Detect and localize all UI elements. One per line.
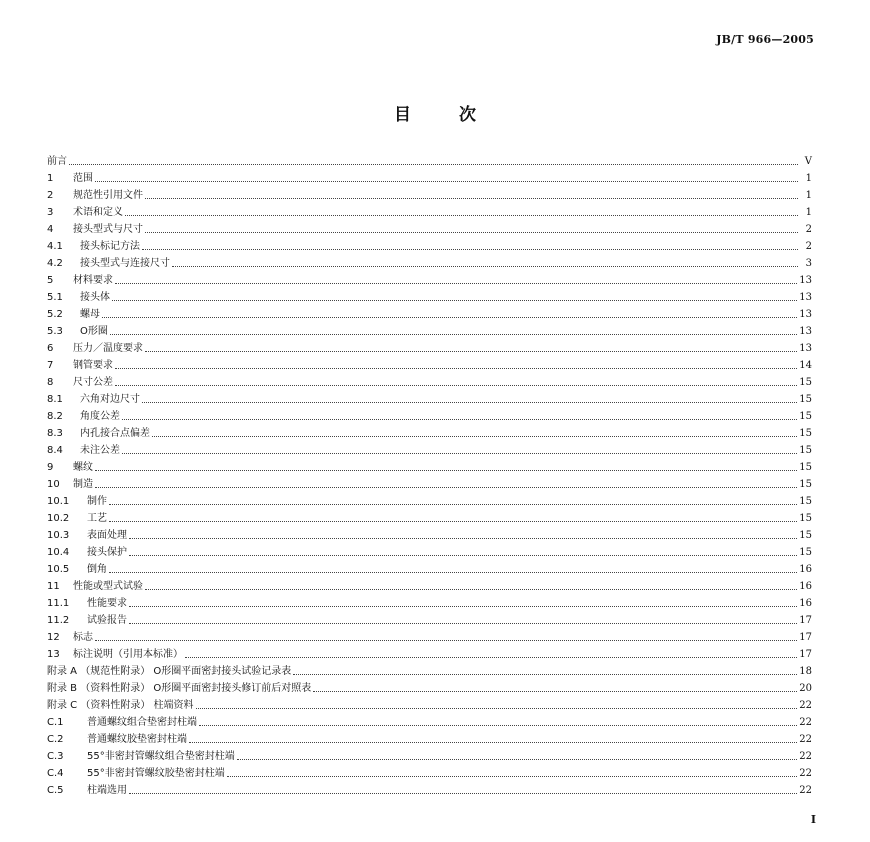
toc-entry-number: C.5: [47, 785, 64, 796]
dot-leader: [129, 606, 797, 607]
toc-entry-number: 4.2: [47, 258, 63, 269]
toc-entry-label: 附录 C （资料性附录） 柱端资料: [47, 700, 194, 711]
dot-leader: [102, 317, 797, 318]
toc-entry[interactable]: [47, 304, 812, 321]
toc-entry[interactable]: [47, 270, 812, 287]
dot-leader: [115, 368, 797, 369]
toc-entry[interactable]: [47, 678, 812, 695]
toc-entry-label: 制造: [73, 479, 93, 490]
toc-entry-number: 13: [47, 649, 60, 660]
dot-leader: [172, 266, 798, 267]
dot-leader: [95, 487, 797, 488]
toc-entry-number: 10.5: [47, 564, 70, 575]
dot-leader: [145, 351, 797, 352]
toc-entry-label: 尺寸公差: [73, 377, 113, 388]
dot-leader: [115, 283, 797, 284]
toc-entry-number: 8.1: [47, 394, 63, 405]
toc-entry-number: 11.1: [47, 598, 70, 609]
toc-entry-page: 13: [799, 275, 812, 286]
toc-entry[interactable]: [47, 763, 812, 780]
toc-entry[interactable]: [47, 355, 812, 372]
toc-entry-label: 内孔接合点偏差: [80, 428, 150, 439]
dot-leader: [95, 470, 797, 471]
dot-leader: [199, 725, 797, 726]
toc-entry[interactable]: [47, 695, 812, 712]
toc-entry-number: 10.3: [47, 530, 70, 541]
toc-entry-page: 15: [799, 394, 812, 405]
toc-entry-page: 15: [799, 428, 812, 439]
toc-entry-page: 15: [799, 411, 812, 422]
toc-entry-number: C.1: [47, 717, 64, 728]
toc-entry-page: 22: [799, 785, 812, 796]
dot-leader: [109, 572, 797, 573]
toc-entry-page: 3: [805, 258, 812, 269]
toc-entry[interactable]: [47, 457, 812, 474]
toc-entry-page: 13: [799, 343, 812, 354]
toc-entry-number: 4: [47, 224, 54, 235]
dot-leader: [95, 181, 798, 182]
dot-leader: [110, 334, 797, 335]
dot-leader: [129, 555, 797, 556]
toc-entry-page: V: [804, 156, 812, 167]
toc-entry[interactable]: [47, 423, 812, 440]
toc-entry-label: 标注说明（引用本标准）: [73, 649, 183, 660]
toc-entry-label: 钢管要求: [73, 360, 113, 371]
toc-entry-page: 22: [799, 700, 812, 711]
toc-entry[interactable]: [47, 474, 812, 491]
toc-entry-page: 15: [799, 462, 812, 473]
toc-entry-label: 接头保护: [87, 547, 127, 558]
toc-entry-number: 10.2: [47, 513, 70, 524]
toc-entry[interactable]: [47, 627, 812, 644]
toc-entry-label: 普通螺纹组合垫密封柱端: [87, 717, 197, 728]
toc-entry-number: 8.4: [47, 445, 63, 456]
toc-entry-number: 5: [47, 275, 54, 286]
toc-entry-page: 15: [799, 496, 812, 507]
toc-entry-label: 规范性引用文件: [73, 190, 143, 201]
toc-entry-label: 试验报告: [87, 615, 127, 626]
toc-entry-label: 柱端选用: [87, 785, 127, 796]
standard-code: JB/T 966—2005: [716, 33, 814, 46]
toc-entry-number: C.3: [47, 751, 64, 762]
dot-leader: [145, 589, 797, 590]
toc-entry-page: 22: [799, 717, 812, 728]
dot-leader: [293, 674, 797, 675]
toc-entry-number: 8: [47, 377, 54, 388]
toc-entry-number: 11.2: [47, 615, 70, 626]
toc-entry[interactable]: [47, 168, 812, 185]
dot-leader: [69, 164, 798, 165]
toc-entry-page: 13: [799, 292, 812, 303]
dot-leader: [122, 453, 797, 454]
toc-entry-page: 16: [799, 564, 812, 575]
toc-entry-number: 8.3: [47, 428, 63, 439]
toc-entry-number: 5.3: [47, 326, 63, 337]
toc-entry-label: 普通螺纹胶垫密封柱端: [87, 734, 187, 745]
toc-entry[interactable]: [47, 593, 812, 610]
toc-entry-label: 附录 B （资料性附录） O形圈平面密封接头修订前后对照表: [47, 683, 312, 694]
toc-entry-label: 附录 A （规范性附录） O形圈平面密封接头试验记录表: [47, 666, 292, 677]
toc-entry-number: 6: [47, 343, 54, 354]
toc-entry-page: 18: [799, 666, 812, 677]
toc-entry-number: C.2: [47, 734, 64, 745]
dot-leader: [145, 232, 798, 233]
toc-entry[interactable]: [47, 712, 812, 729]
toc-entry-number: 10.4: [47, 547, 70, 558]
toc-entry-page: 15: [799, 547, 812, 558]
toc-entry-label: 前言: [47, 156, 67, 167]
toc-entry[interactable]: [47, 219, 812, 236]
toc-entry-label: 表面处理: [87, 530, 127, 541]
page-number: I: [810, 813, 816, 826]
toc-entry-label: 性能要求: [87, 598, 127, 609]
toc-entry[interactable]: [47, 185, 812, 202]
toc-entry-number: 3: [47, 207, 54, 218]
toc-entry-page: 15: [799, 377, 812, 388]
toc-entry[interactable]: [47, 202, 812, 219]
dot-leader: [237, 759, 798, 760]
toc-entry-label: 工艺: [87, 513, 107, 524]
toc-entry-page: 16: [799, 581, 812, 592]
toc-entry-label: 六角对边尺寸: [80, 394, 140, 405]
toc-entry-label: 压力／温度要求: [73, 343, 143, 354]
toc-entry-number: 12: [47, 632, 60, 643]
toc-entry[interactable]: [47, 253, 812, 270]
toc-entry[interactable]: [47, 338, 812, 355]
toc-entry[interactable]: [47, 542, 812, 559]
toc-entry-label: 接头体: [80, 292, 110, 303]
toc-entry-page: 15: [799, 479, 812, 490]
dot-leader: [95, 640, 797, 641]
dot-leader: [109, 521, 797, 522]
toc-entry[interactable]: [47, 746, 812, 763]
toc-entry[interactable]: [47, 389, 812, 406]
toc-entry[interactable]: [47, 559, 812, 576]
toc-entry-number: 5.1: [47, 292, 63, 303]
toc-entry-page: 13: [799, 309, 812, 320]
dot-leader: [115, 385, 797, 386]
toc-entry-page: 1: [805, 173, 812, 184]
toc-entry[interactable]: [47, 406, 812, 423]
toc-entry-label: 术语和定义: [73, 207, 123, 218]
toc-entry-page: 15: [799, 513, 812, 524]
dot-leader: [129, 793, 797, 794]
toc-entry-label: 接头型式与连接尺寸: [80, 258, 170, 269]
dot-leader: [227, 776, 798, 777]
toc-entry-label: 材料要求: [73, 275, 113, 286]
toc-entry-label: 55°非密封管螺纹胶垫密封柱端: [87, 768, 225, 779]
toc-entry-page: 1: [805, 207, 812, 218]
toc-entry-label: 性能或型式试验: [73, 581, 143, 592]
toc-entry-number: 5.2: [47, 309, 63, 320]
toc-entry-page: 2: [805, 241, 812, 252]
toc-entry-label: 螺纹: [73, 462, 93, 473]
dot-leader: [189, 742, 797, 743]
toc-entry[interactable]: [47, 508, 812, 525]
toc-entry-label: 制作: [87, 496, 107, 507]
toc-entry[interactable]: [47, 236, 812, 253]
dot-leader: [109, 504, 797, 505]
toc-entry[interactable]: [47, 287, 812, 304]
toc-entry-page: 16: [799, 598, 812, 609]
toc-entry[interactable]: [47, 321, 812, 338]
toc-entry[interactable]: [47, 440, 812, 457]
toc-entry[interactable]: [47, 610, 812, 627]
toc-entry[interactable]: [47, 372, 812, 389]
toc-entry-label: 未注公差: [80, 445, 120, 456]
dot-leader: [152, 436, 797, 437]
toc-entry-number: 8.2: [47, 411, 63, 422]
toc-entry-number: 1: [47, 173, 54, 184]
toc-entry[interactable]: [47, 644, 812, 661]
toc-entry-page: 15: [799, 445, 812, 456]
dot-leader: [112, 300, 797, 301]
toc-entry-number: 10.1: [47, 496, 70, 507]
toc-entry[interactable]: [47, 151, 812, 168]
dot-leader: [125, 215, 798, 216]
toc-entry-number: 7: [47, 360, 54, 371]
toc-entry-page: 22: [799, 751, 812, 762]
toc-entry[interactable]: [47, 525, 812, 542]
toc-entry-page: 17: [799, 632, 812, 643]
toc-entry-page: 1: [805, 190, 812, 201]
toc-entry-label: 角度公差: [80, 411, 120, 422]
dot-leader: [129, 623, 797, 624]
toc-entry-page: 22: [799, 768, 812, 779]
toc-entry-number: 2: [47, 190, 54, 201]
page-title: 目次: [394, 105, 524, 125]
dot-leader: [142, 402, 797, 403]
toc-entry-number: 10: [47, 479, 60, 490]
table-of-contents: [47, 151, 812, 797]
toc-entry-page: 13: [799, 326, 812, 337]
toc-entry-number: 9: [47, 462, 54, 473]
toc-entry-page: 22: [799, 734, 812, 745]
toc-entry-page: 17: [799, 615, 812, 626]
toc-entry-label: 标志: [73, 632, 93, 643]
toc-entry-page: 17: [799, 649, 812, 660]
dot-leader: [196, 708, 798, 709]
toc-entry[interactable]: [47, 661, 812, 678]
toc-entry-label: 55°非密封管螺纹组合垫密封柱端: [87, 751, 235, 762]
toc-entry-label: 接头型式与尺寸: [73, 224, 143, 235]
dot-leader: [129, 538, 797, 539]
toc-entry-number: 4.1: [47, 241, 63, 252]
toc-entry-label: 范围: [73, 173, 93, 184]
dot-leader: [122, 419, 797, 420]
toc-entry-number: 11: [47, 581, 60, 592]
toc-entry-page: 15: [799, 530, 812, 541]
toc-entry-page: 2: [805, 224, 812, 235]
toc-entry[interactable]: [47, 491, 812, 508]
toc-entry-number: C.4: [47, 768, 64, 779]
toc-entry-label: 螺母: [80, 309, 100, 320]
dot-leader: [142, 249, 798, 250]
toc-entry[interactable]: [47, 729, 812, 746]
toc-entry-label: O形圈: [80, 326, 108, 337]
dot-leader: [313, 691, 797, 692]
toc-entry[interactable]: [47, 576, 812, 593]
toc-entry[interactable]: [47, 780, 812, 797]
dot-leader: [145, 198, 798, 199]
toc-entry-page: 14: [799, 360, 812, 371]
toc-entry-label: 倒角: [87, 564, 107, 575]
dot-leader: [185, 657, 797, 658]
toc-entry-label: 接头标记方法: [80, 241, 140, 252]
toc-entry-page: 20: [799, 683, 812, 694]
